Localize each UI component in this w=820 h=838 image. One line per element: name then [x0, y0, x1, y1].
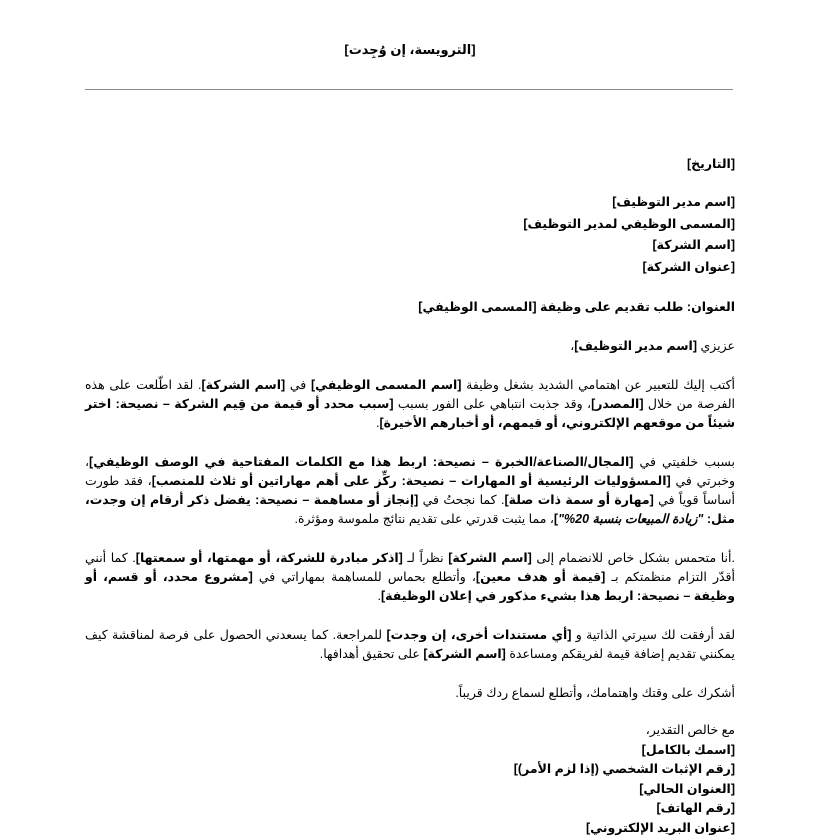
signature-email: [عنوان البريد الإلكتروني] — [85, 819, 735, 838]
placeholder-skill: [مهارة أو سمة ذات صلة] — [504, 493, 653, 507]
text: ، وأتطلع بحماس للمساهمة بمهاراتي في — [253, 570, 476, 584]
placeholder-initiative: [اذكر مبادرة للشركة، أو مهمتها، أو سمعتها] — [136, 551, 403, 565]
placeholder-reason: [سبب محدد أو قيمة من قِيم الشركة – نصيحة: اختر شيئاً من موقعهم الإلكتروني، أو قيمهم، أو أخبارهم الأخيرة] — [85, 397, 735, 430]
text: . كما نجحتُ في — [418, 493, 504, 507]
text: للمراجعة. كما يسعدني الحصول على فرصة لمناقشة كيف يمكنني تقديم إضافة قيمة لفريقكم ومساعدة — [85, 628, 735, 661]
paragraph-motivation — [85, 549, 735, 606]
placeholder-value: [قيمة أو هدف معين] — [476, 570, 605, 584]
placeholder-job-title: [اسم المسمى الوظيفي] — [311, 378, 462, 392]
signature-block — [85, 721, 735, 838]
paragraph-intro — [85, 376, 735, 433]
placeholder-documents: [أي مستندات أخرى، إن وجدت] — [386, 628, 571, 642]
paragraph-attachments — [85, 626, 735, 664]
text: . لقد اطّلعت على هذه الفرصة من خلال — [85, 378, 735, 411]
text: .أنا متحمس بشكل خاص للانضمام إلى — [532, 551, 735, 565]
text: في — [285, 378, 311, 392]
paragraph-background — [85, 453, 735, 529]
text: بسبب خلفيتي في — [633, 455, 735, 469]
greeting — [85, 337, 735, 356]
subject-line: العنوان: طلب تقديم على وظيفة [المسمى الوظيفي] — [85, 298, 735, 317]
text: ، مما يثبت قدرتي على تقديم نتائج ملموسة ومؤثرة. — [295, 512, 554, 526]
text: لقد أرفقت لك سيرتي الذاتية و — [571, 628, 735, 642]
signature-address: [العنوان الحالي] — [85, 780, 735, 800]
text: . كما أنني أقدّر التزام منظمتكم بـ — [85, 551, 735, 584]
placeholder-responsibilities: [المسؤوليات الرئيسية أو المهارات – نصيحة: ركِّز على أهم مهاراتين أو ثلاث للمنصب] — [152, 474, 671, 488]
greeting-name: [اسم مدير التوظيف] — [574, 339, 697, 353]
placeholder-company: [اسم الشركة] — [423, 647, 506, 661]
placeholder-company: [اسم الشركة] — [201, 378, 285, 392]
recipient-company-address: [عنوان الشركة] — [85, 257, 735, 279]
greeting-prefix: عزيزي — [697, 339, 735, 353]
paragraph-thanks: أشكرك على وقتك واهتمامك، وأتطلع لسماع ردك قريباً. — [85, 684, 735, 703]
placeholder-company: [اسم الشركة] — [448, 551, 532, 565]
placeholder-project: [مشروع محدد، أو قسم، أو وظيفة – نصيحة: اربط هذا بشيء مذكور في إعلان الوظيفة] — [85, 570, 735, 603]
recipient-manager-title: [المسمى الوظيفي لمدير التوظيف] — [85, 214, 735, 236]
text: على تحقيق أهدافها. — [320, 647, 424, 661]
example-quote: "زيادة المبيعات بنسبة 20%" — [558, 512, 703, 526]
text: أكتب إليك للتعبير عن اهتمامي الشديد بشغل وظيفة — [461, 378, 735, 392]
signature-phone: [رقم الهاتف] — [85, 799, 735, 819]
letterhead: [الترويسة، إن وُجِدت] — [0, 42, 820, 58]
text: نظراً لـ — [403, 551, 448, 565]
placeholder-achievement: [إنجاز أو مساهمة – نصيحة: يفضل ذكر أرقام إن وجدت، مثل: — [85, 493, 735, 526]
greeting-suffix: ، — [570, 339, 574, 353]
recipient-manager-name: [اسم مدير التوظيف] — [85, 192, 735, 214]
text: . — [376, 416, 379, 430]
text: ، وخبرتي في — [85, 455, 735, 488]
closing-phrase: مع خالص التقدير، — [85, 721, 735, 741]
text: ، فقد طورت أساساً قوياً في — [85, 474, 735, 507]
placeholder-close: ] — [554, 512, 558, 526]
text: . — [378, 589, 381, 603]
header-divider — [85, 89, 733, 90]
signature-full-name: [اسمك بالكامل] — [85, 741, 735, 761]
placeholder-field: [المجال/الصناعة/الخبرة – نصيحة: اربط هذا مع الكلمات المفتاحية في الوصف الوظيفي] — [89, 455, 633, 469]
recipient-block — [85, 192, 735, 278]
date-field: [التاريخ] — [85, 155, 735, 174]
text: ، وقد جذبت انتباهي على الفور بسبب — [394, 397, 592, 411]
recipient-company-name: [اسم الشركة] — [85, 235, 735, 257]
placeholder-source: [المصدر] — [591, 397, 643, 411]
letter-body — [85, 155, 735, 838]
signature-id-number: [رقم الإثبات الشخصي (إذا لزم الأمر)] — [85, 760, 735, 780]
